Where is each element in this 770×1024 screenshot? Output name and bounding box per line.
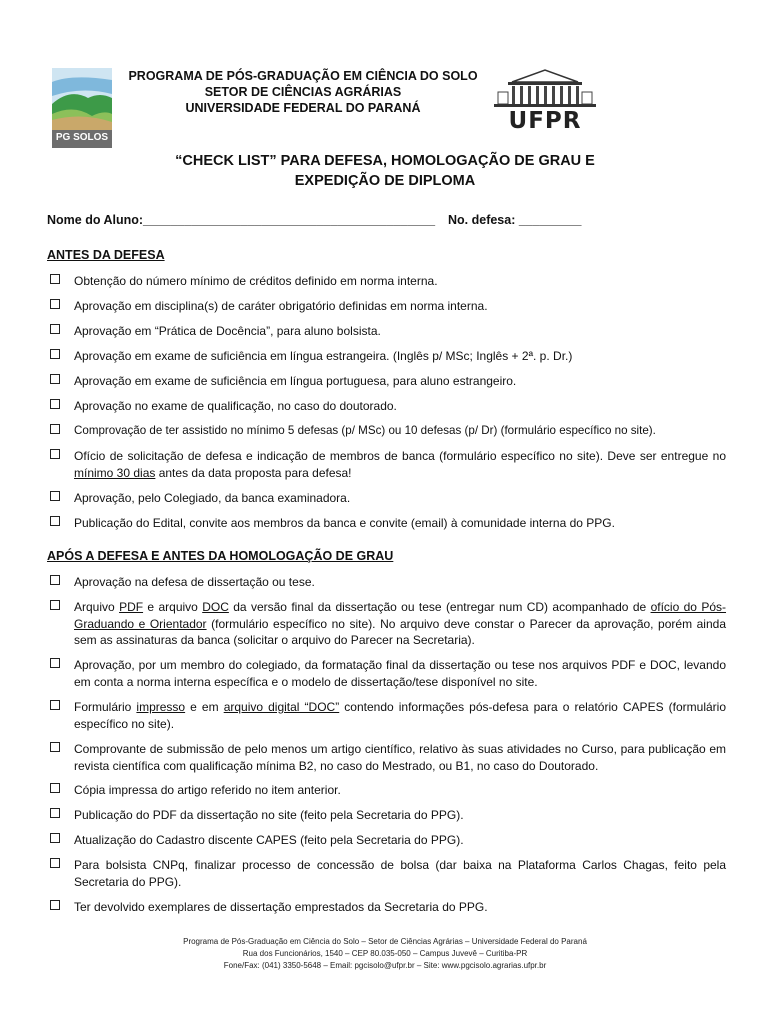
checklist-item-text: Aprovação na defesa de dissertação ou tese.	[74, 575, 315, 589]
checkbox[interactable]	[50, 516, 60, 526]
checklist-item-text: Publicação do Edital, convite aos membros da banca e convite (email) à comunidade interna do PPG.	[74, 516, 615, 530]
page-footer	[60, 936, 710, 972]
university-name: UNIVERSIDADE FEDERAL DO PARANÁ	[185, 101, 421, 115]
checklist-item	[50, 348, 726, 365]
checklist-item	[50, 699, 726, 732]
footer-contact: Fone/Fax: (041) 3350-5648 – Email: pgcisolo@ufpr.br – Site: www.pgcisolo.agrarias.ufpr.br	[223, 961, 547, 970]
checkbox[interactable]	[50, 575, 60, 585]
checklist-item	[50, 899, 726, 916]
item-text-underlined: mínimo 30 dias	[74, 465, 156, 480]
checkbox[interactable]	[50, 274, 60, 284]
checklist-item-text: Comprovação de ter assistido no mínimo 5 defesas (p/ MSc) ou 10 defesas (p/ Dr) (formulário específico no site).	[74, 424, 656, 437]
item-text-underlined: ofício do Pós-Graduando e Orientador	[74, 600, 727, 631]
item-text-underlined: DOC	[202, 600, 229, 614]
student-fields	[47, 213, 581, 227]
checklist-item	[50, 490, 726, 507]
checklist-item-text: Atualização do Cadastro discente CAPES (feito pela Secretaria do PPG).	[74, 833, 464, 847]
item-text-underlined: arquivo digital “DOC”	[223, 700, 340, 714]
checklist-item	[50, 741, 726, 774]
checklist-item-text: Ter devolvido exemplares de dissertação emprestados da Secretaria do PPG.	[74, 900, 488, 914]
checklist-item-text: Para bolsista CNPq, finalizar processo de concessão de bolsa (dar baixa na Plataforma Carlos Chagas, feito pela Secretaria do PPG).	[74, 858, 726, 889]
checkbox[interactable]	[50, 742, 60, 752]
footer-institution: Programa de Pós-Graduação em Ciência do Solo – Setor de Ciências Agrárias – Universidade Federal do Paraná	[183, 937, 587, 946]
checklist-item-text: Obtenção do número mínimo de créditos definido em norma interna.	[74, 274, 438, 288]
checklist-item	[50, 448, 726, 481]
footer-address: Rua dos Funcionários, 1540 – CEP 80.035-050 – Campus Juvevê – Curitiba-PR	[242, 949, 528, 958]
checklist-item	[50, 298, 726, 315]
checkbox[interactable]	[50, 299, 60, 309]
title-line-1: “CHECK LIST” PARA DEFESA, HOMOLOGAÇÃO DE GRAU E	[175, 153, 595, 169]
checkbox[interactable]	[50, 324, 60, 334]
checklist-item-text	[74, 448, 726, 481]
checkbox[interactable]	[50, 600, 60, 610]
checklist-item-text: Aprovação, por um membro do colegiado, da formatação final da dissertação ou tese nos arquivos PDF e DOC, levando em conta a norma interna específica e o modelo de dissertação/tese disponível no site.	[74, 658, 726, 689]
item-text-underlined: impresso	[136, 700, 186, 714]
item-text-part: Formulário	[74, 700, 137, 714]
checkbox[interactable]	[50, 783, 60, 793]
checkbox[interactable]	[50, 491, 60, 501]
checklist-item	[50, 599, 726, 649]
checkbox[interactable]	[50, 399, 60, 409]
checklist-item-text	[74, 599, 726, 649]
checkbox[interactable]	[50, 808, 60, 818]
checklist-item	[50, 323, 726, 340]
item-text-underlined: PDF	[119, 600, 144, 614]
checkbox[interactable]	[50, 449, 60, 459]
item-text-part: Ofício de solicitação de defesa e indicação de membros de banca (formulário específico no site). Deve ser entregue no	[74, 449, 726, 463]
checkbox[interactable]	[50, 658, 60, 668]
checklist-item	[50, 515, 726, 532]
section-after-defense-title: APÓS A DEFESA E ANTES DA HOMOLOGAÇÃO DE GRAU	[47, 549, 394, 563]
checklist-item-text: Aprovação no exame de qualificação, no caso do doutorado.	[74, 399, 397, 413]
checkbox[interactable]	[50, 900, 60, 910]
checklist-item	[50, 782, 726, 799]
checkbox[interactable]	[50, 349, 60, 359]
document-title	[110, 151, 660, 191]
checkbox[interactable]	[50, 700, 60, 710]
ufpr-logo-text: UFPR	[508, 108, 582, 134]
checklist-item	[50, 398, 726, 415]
checkbox[interactable]	[50, 424, 60, 434]
institution-header	[118, 68, 488, 116]
defense-number-field[interactable]: No. defesa: _________	[448, 213, 582, 227]
checklist-item-text: Comprovante de submissão de pelo menos um artigo científico, relativo às suas atividades no Curso, para publicação em revista científica com qualificação mínima B2, no caso do Mestrado, ou B1, no caso do Doutorado.	[74, 742, 726, 773]
program-name: PROGRAMA DE PÓS-GRADUAÇÃO EM CIÊNCIA DO SOLO	[128, 69, 478, 83]
pg-solos-logo-text: PG SOLOS	[55, 132, 109, 143]
checklist-item-text: Aprovação em disciplina(s) de caráter obrigatório definidas em norma interna.	[74, 299, 488, 313]
checklist-item	[50, 857, 726, 890]
checklist-item	[50, 423, 726, 440]
item-text-part: e arquivo	[143, 600, 203, 614]
item-text-part: da versão final da dissertação ou tese (entregar num CD) acompanhado de	[228, 600, 651, 614]
item-text-part: (formulário específico no site). No arquivo deve constar o Parecer da aprovação, porém ainda sem as assinaturas da banca (solicitar o arquivo do Parecer na Secretaria).	[74, 616, 726, 647]
title-line-2: EXPEDIÇÃO DE DIPLOMA	[294, 173, 476, 189]
item-text-part: antes da data proposta para defesa!	[155, 465, 352, 480]
section-before-defense-title: ANTES DA DEFESA	[47, 248, 165, 262]
checklist-item-text: Cópia impressa do artigo referido no item anterior.	[74, 783, 341, 797]
checklist-item-text: Aprovação em “Prática de Docência”, para aluno bolsista.	[74, 324, 381, 338]
item-text-part: contendo informações pós-defesa para o relatório CAPES (formulário específico no site).	[74, 700, 726, 731]
sector-name: SETOR DE CIÊNCIAS AGRÁRIAS	[204, 85, 402, 99]
checklist-item	[50, 574, 726, 591]
checklist-item	[50, 807, 726, 824]
checklist-item	[50, 273, 726, 290]
checklist-item	[50, 373, 726, 390]
checklist-item-text: Publicação do PDF da dissertação no site (feito pela Secretaria do PPG).	[74, 808, 464, 822]
checkbox[interactable]	[50, 374, 60, 384]
checkbox[interactable]	[50, 833, 60, 843]
item-text-part: Arquivo	[74, 600, 120, 614]
checklist-item	[50, 832, 726, 849]
item-text-part: e em	[185, 700, 224, 714]
student-name-field[interactable]: Nome do Aluno:__________________________________________	[47, 213, 436, 227]
checklist-item	[50, 657, 726, 690]
checkbox[interactable]	[50, 858, 60, 868]
checklist-item-text: Aprovação em exame de suficiência em língua estrangeira. (Inglês p/ MSc; Inglês + 2ª. p. Dr.)	[74, 349, 573, 363]
checklist-item-text	[74, 699, 726, 732]
checklist-item-text: Aprovação em exame de suficiência em língua portuguesa, para aluno estrangeiro.	[74, 374, 517, 388]
checklist-item-text: Aprovação, pelo Colegiado, da banca examinadora.	[74, 491, 351, 505]
pg-solos-logo	[52, 68, 112, 148]
